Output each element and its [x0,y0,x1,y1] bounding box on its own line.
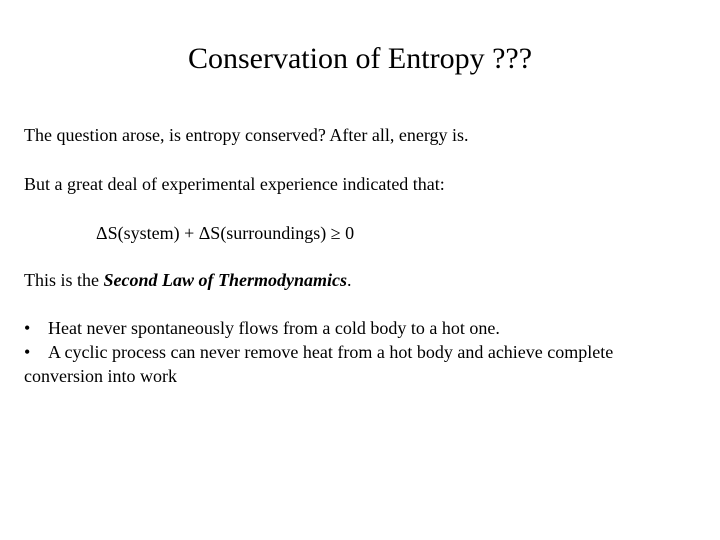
law-suffix: . [347,270,352,290]
bullet-text: Heat never spontaneously flows from a cold body to a hot one. [48,318,500,338]
bullet-list [24,316,696,388]
bullet-icon: • [24,342,31,362]
question-text: The question arose, is entropy conserved? After all, energy is. [24,125,469,145]
experience-text: But a great deal of experimental experience indicated that: [24,174,445,194]
slide-title: Conservation of Entropy ??? [187,42,533,75]
bullet-item-1 [24,316,696,340]
law-name: Second Law of Thermodynamics [103,270,347,290]
bullet-text: A cyclic process can never remove heat from a hot body and achieve complete conversion into work [24,342,614,386]
bullet-icon: • [24,318,31,338]
law-statement [24,268,352,292]
law-prefix: This is the [24,270,104,290]
bullet-item-2 [24,340,696,388]
entropy-inequality: ΔS(system) + ΔS(surroundings) ≥ 0 [96,223,355,243]
